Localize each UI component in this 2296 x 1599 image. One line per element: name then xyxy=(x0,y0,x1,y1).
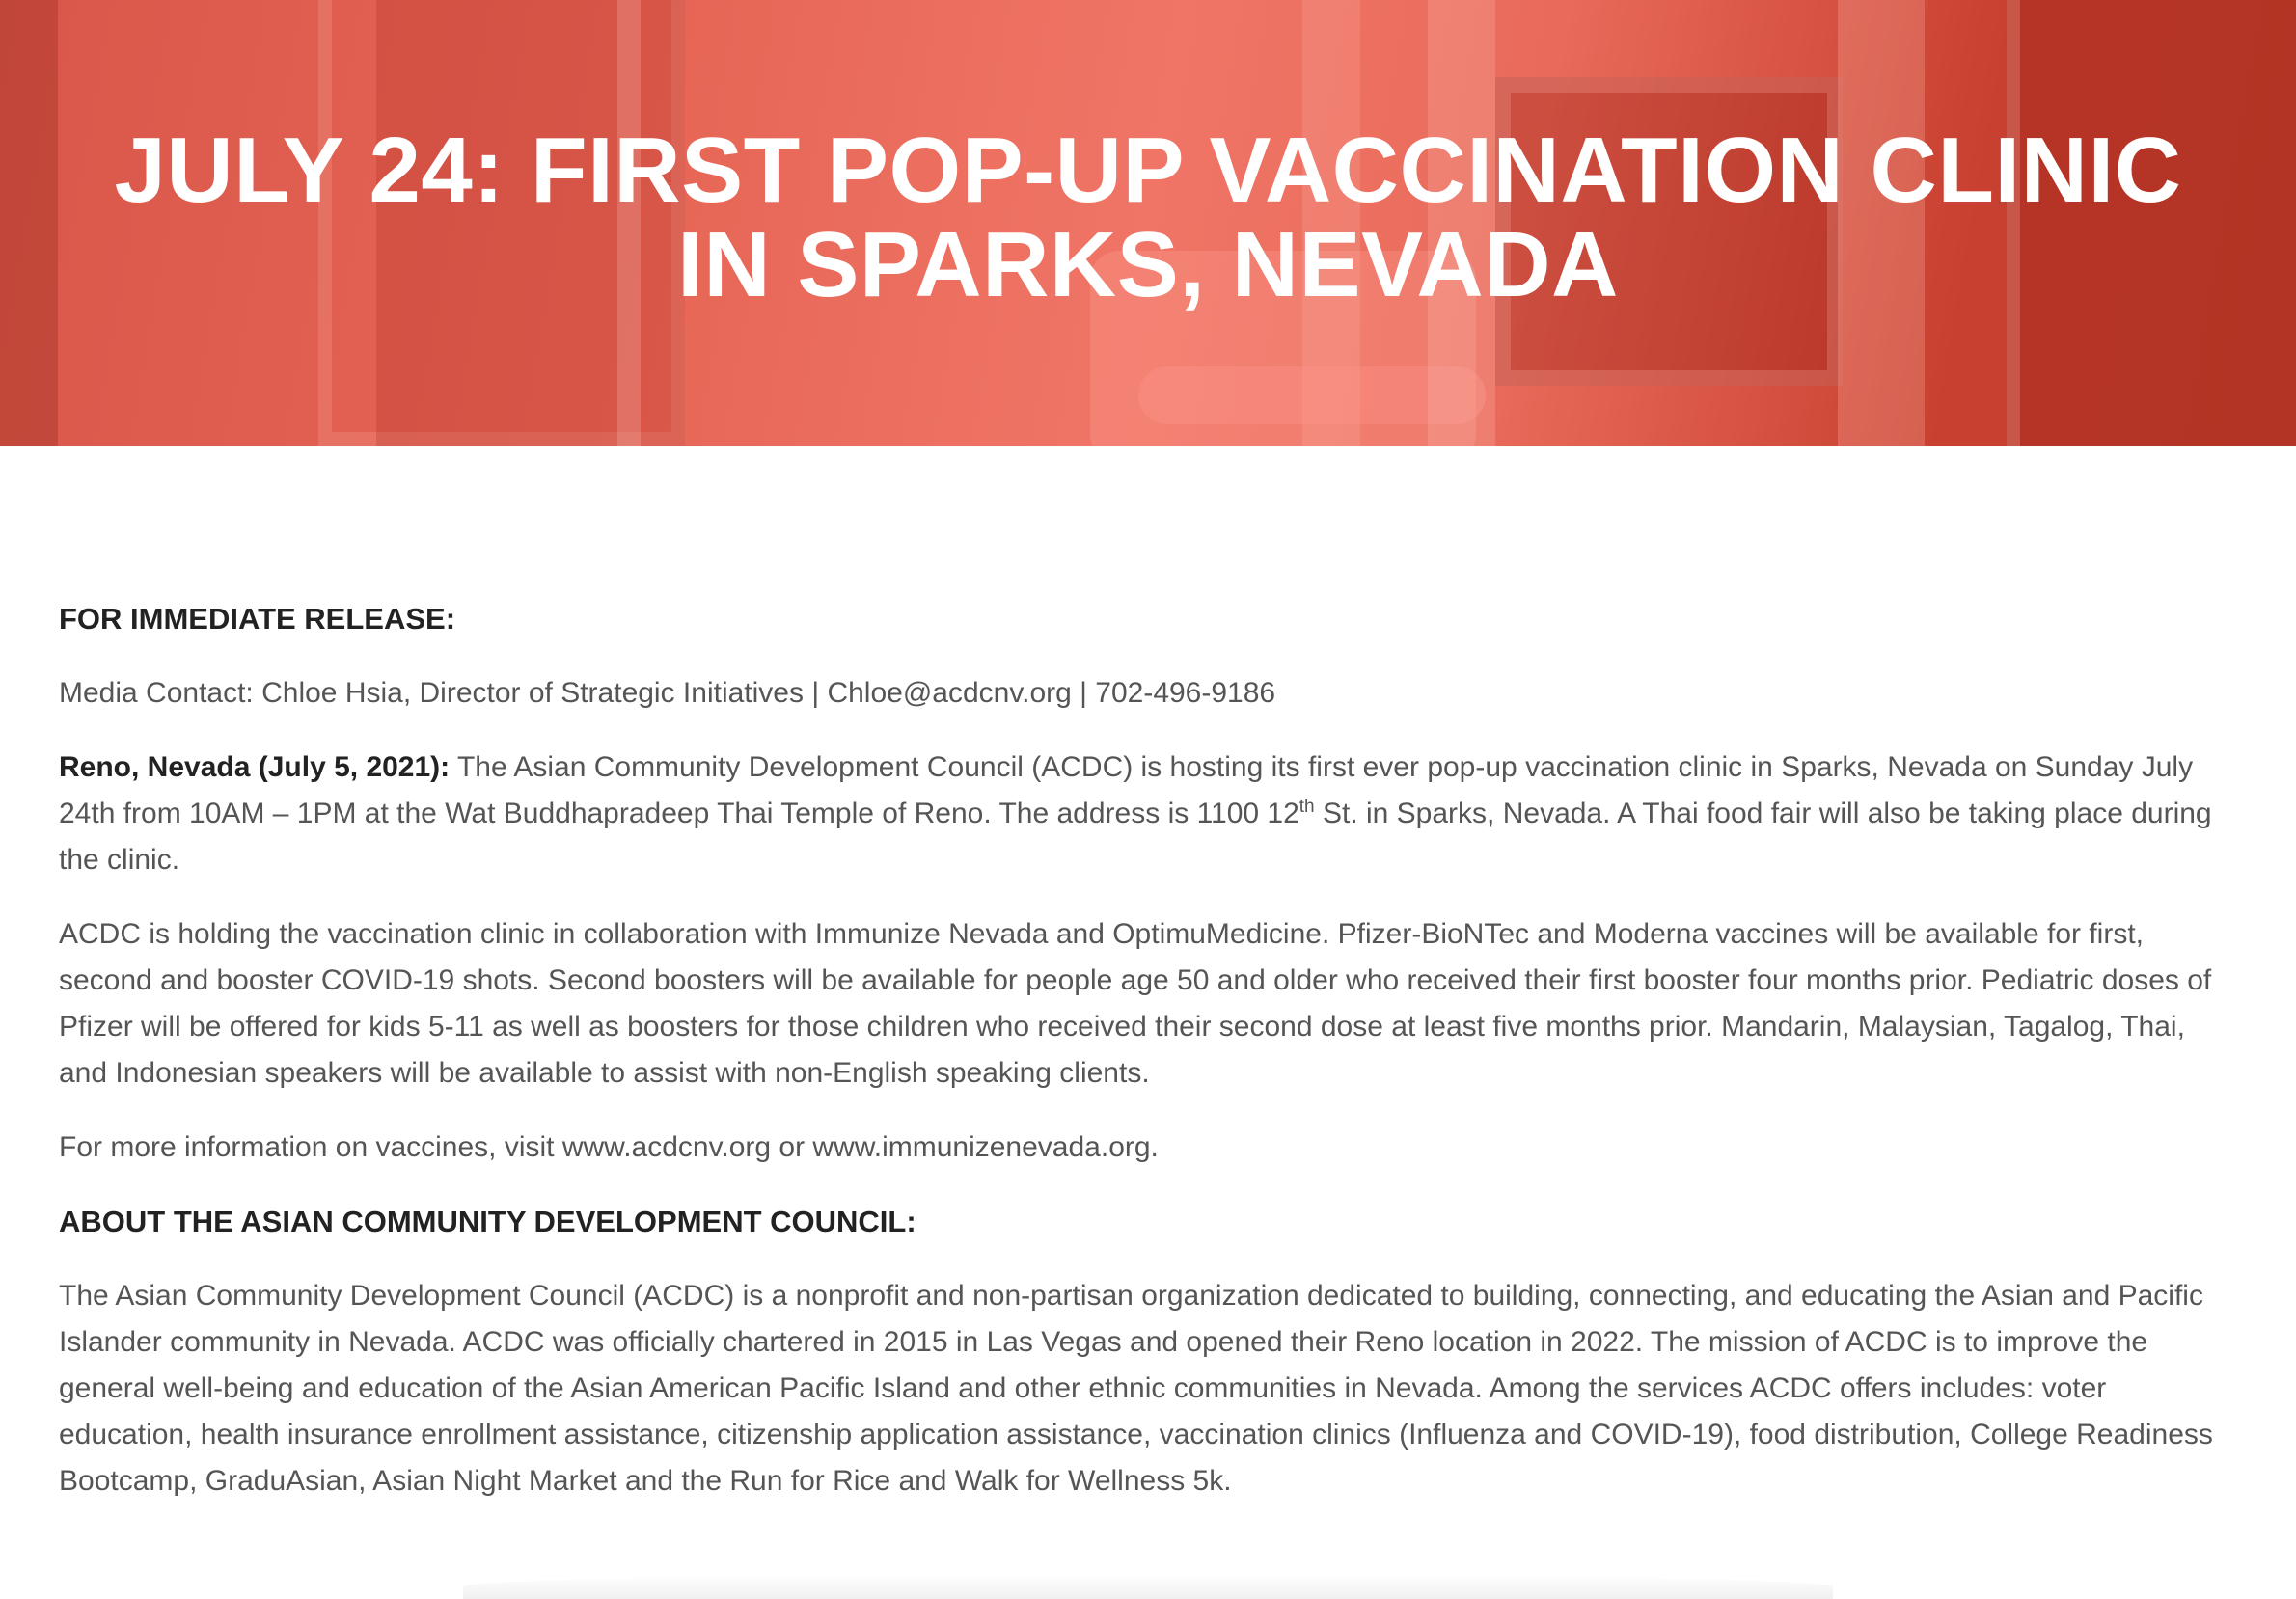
intro-paragraph xyxy=(59,745,2239,883)
about-paragraph: The Asian Community Development Council (ACDC) is a nonprofit and non-partisan organization dedicated to building, connecting, and educating the Asian and Pacific Islander community in Nevada. ACDC was officially chartered in 2015 in Las Vegas and opened their Reno location in 2022. The mission of ACDC is to improve the general well-being and education of the Asian American Pacific Island and other ethnic communities in Nevada. Among the services ACDC offers includes: voter education, health insurance enrollment assistance, citizenship application assistance, vaccination clinics (Influenza and COVID-19), food distribution, College Readiness Bootcamp, GraduAsian, Asian Night Market and the Run for Rice and Walk for Wellness 5k. xyxy=(59,1280,2213,1497)
media-contact: Media Contact: Chloe Hsia, Director of Strategic Initiatives | Chloe@acdcnv.org | 702-496-9186 xyxy=(59,677,1276,709)
ordinal-suffix: th xyxy=(1298,797,1315,817)
bottom-shadow xyxy=(463,1574,1833,1599)
more-info-paragraph: For more information on vaccines, visit www.acdcnv.org or www.immunizenevada.org. xyxy=(59,1131,1159,1163)
page-title-line-2: IN SPARKS, NEVADA xyxy=(677,213,1619,316)
page-title-line-1: JULY 24: FIRST POP-UP VACCINATION CLINIC xyxy=(114,119,2182,222)
dateline: Reno, Nevada (July 5, 2021): xyxy=(59,751,451,783)
about-heading: ABOUT THE ASIAN COMMUNITY DEVELOPMENT COUNCIL: xyxy=(59,1205,916,1238)
release-label: FOR IMMEDIATE RELEASE: xyxy=(59,602,456,636)
press-release-content xyxy=(59,596,2239,1532)
collaboration-paragraph: ACDC is holding the vaccination clinic in collaboration with Immunize Nevada and OptimuMedicine. Pfizer-BioNTec and Moderna vaccines will be available for first, second and booster COVID-19 shots. Second boosters will be available for people age 50 and older who received their first booster four months prior. Pediatric doses of Pfizer will be offered for kids 5-11 as well as boosters for those children who received their second dose at least five months prior. Mandarin, Malaysian, Tagalog, Thai, and Indonesian speakers will be available to assist with non-English speaking clients. xyxy=(59,918,2212,1089)
intro-text: The Asian Community Development Council (ACDC) is hosting its first ever pop-up vaccination clinic in Sparks, Nevada on Sunday July 24th from 10AM – 1PM at the Wat Buddhapradeep Thai Temple of Reno. The address is 1100 12 xyxy=(59,751,2194,829)
intro-text-continued: St. in Sparks, Nevada. A Thai food fair will also be taking place during the clinic. xyxy=(59,798,2212,876)
page-title xyxy=(39,119,2257,316)
hero-banner xyxy=(0,0,2296,446)
